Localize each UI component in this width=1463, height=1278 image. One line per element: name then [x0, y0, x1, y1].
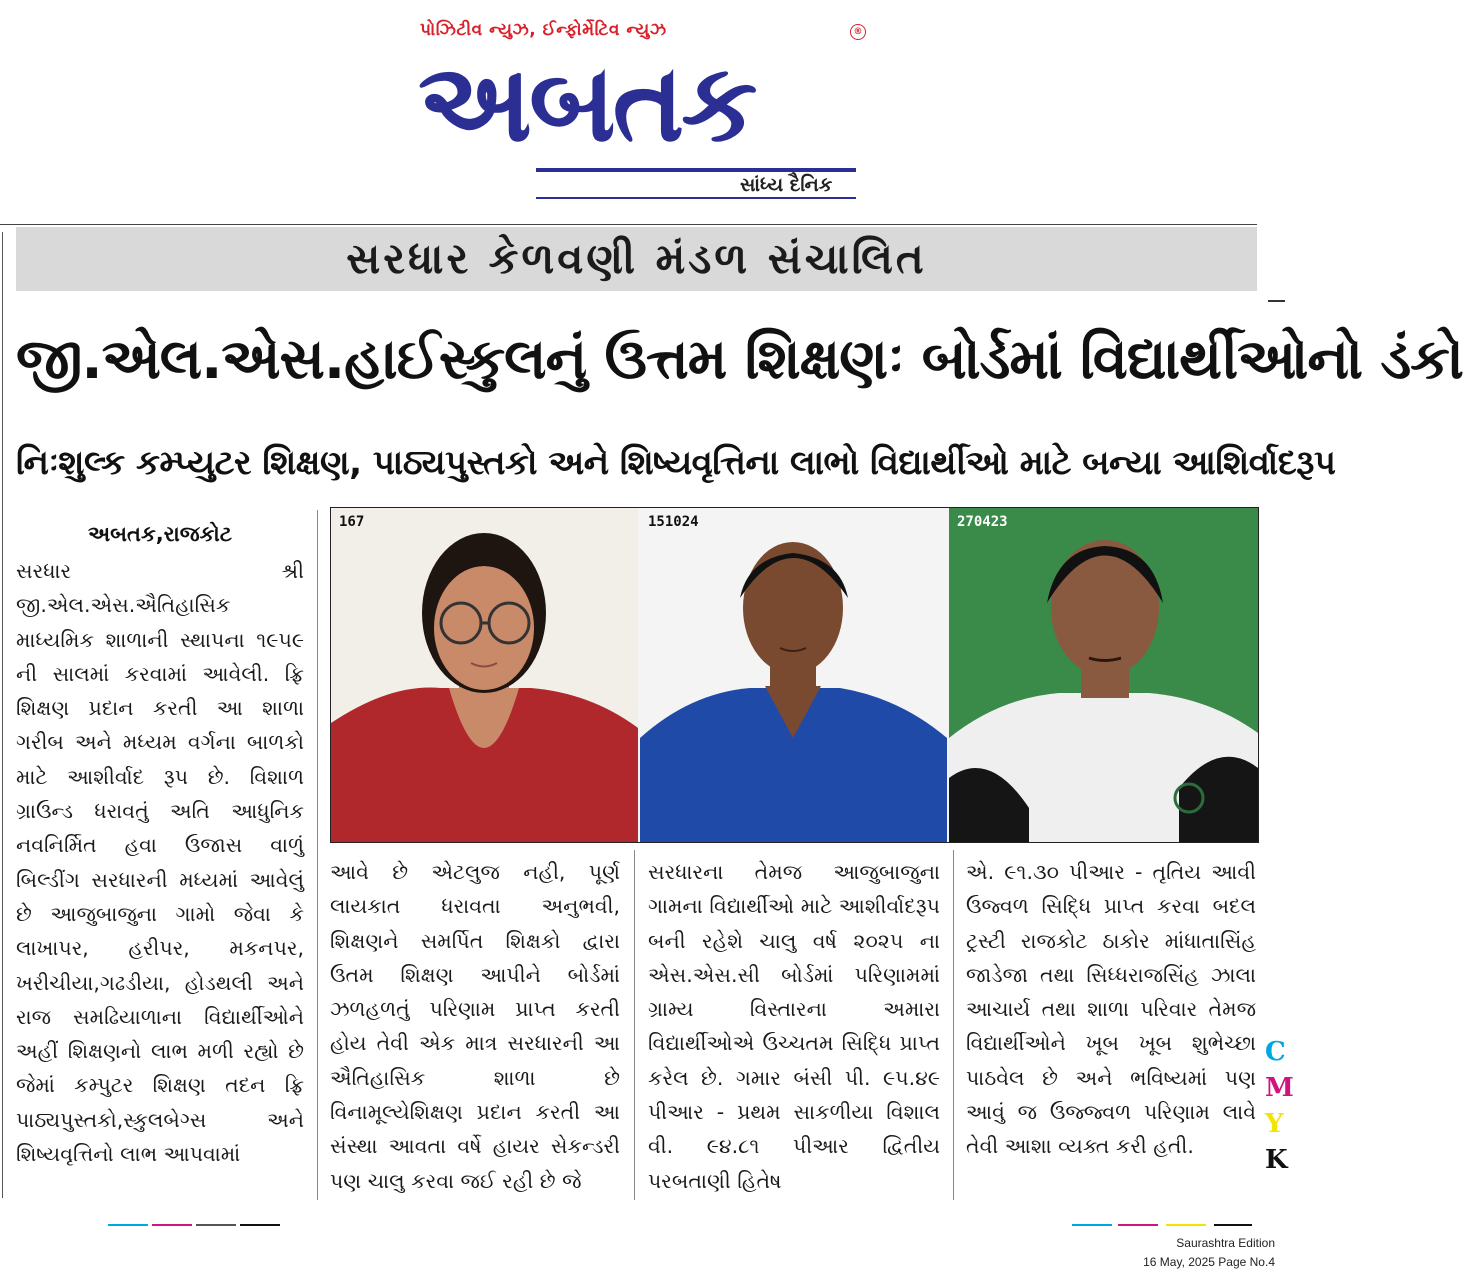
registration-bar	[1166, 1224, 1206, 1226]
registration-bar	[1072, 1224, 1112, 1226]
student-portrait-icon	[331, 508, 638, 842]
cmyk-mark-black: K	[1265, 1145, 1288, 1175]
masthead-tagline: પોઝિટીવ ન્યુઝ, ઈન્ફોર્મેટિવ ન્યુઝ	[420, 20, 667, 40]
column-divider	[634, 850, 635, 1200]
registered-mark: ®	[850, 24, 866, 40]
student-photo-1	[331, 508, 638, 842]
article-kicker: સરધાર કેળવણી મંડળ સંચાલિત	[16, 227, 1257, 291]
registration-bar	[240, 1224, 280, 1226]
photo-number: 270423	[957, 514, 1008, 530]
student-portrait-icon	[949, 508, 1258, 842]
cmyk-mark-cyan: C	[1265, 1037, 1286, 1067]
article-column-2: આવે છે એટલુજ નહી, પૂર્ણ લાયકાત ધરાવતા અનુભવી, શિક્ષણને સમર્પિત શિક્ષકો દ્વારા ઉતમ શિક્ષણ આપીને બોર્ડમાં ઝળહળતું પરિણામ પ્રાપ્ત કરતી હોય તેવી એક માત્ર સરધારની આ ઐતિહાસિક શાળા છે વિનામૂલ્યેશિક્ષણ પ્રદાન કરતી આ સંસ્થા આવતા વર્ષે હાયર સેકન્ડરી પણ ચાલુ કરવા જઈ રહી છે જે	[330, 860, 620, 1193]
left-border-rule	[2, 232, 3, 1198]
registration-bar	[1118, 1224, 1158, 1226]
footer-edition: Saurashtra Edition	[1176, 1236, 1275, 1250]
student-photo-2	[640, 508, 947, 842]
logo-underline	[536, 168, 856, 172]
photo-number: 167	[339, 514, 365, 530]
column-divider	[953, 850, 954, 1200]
article-column-4: એ. ૯૧.૩૦ પીઆર - તૃતિય આવી ઉજ્વળ સિદ્ધિ પ્રાપ્ત કરવા બદલ ટ્રસ્ટી રાજકોટ ઠાકોર માંધાતાસિંહ જાડેજા તથા સિધ્ધરાજસિંહ ઝાલા આચાર્ય તથા શાળા પરિવાર તેમજ વિદ્યાર્થીઓને ખૂબ ખૂબ શુભેચ્છા પાઠવેલ છે અને ભવિષ્યમાં પણ આવું જ ઉજ્જ્વળ પરિણામ લાવે તેવી આશા વ્યક્ત કરી હતી.	[966, 860, 1256, 1159]
footer-date-page: 16 May, 2025 Page No.4	[1143, 1255, 1275, 1269]
masthead-subtitle: સાંધ્ય દૈનિક	[740, 174, 833, 196]
registration-bar	[1214, 1224, 1252, 1226]
logo-underline-secondary	[536, 197, 856, 199]
top-divider	[0, 224, 1257, 225]
student-portrait-icon	[640, 508, 947, 842]
article-column-1: સરધાર શ્રી જી.એલ.એસ.ઐતિહાસિક માધ્યમિક શાળાની સ્થાપના ૧૯૫૯ ની સાલમાં કરવામાં આવેલી. ફ્રિ શિક્ષણ પ્રદાન કરતી આ શાળા ગરીબ અને મધ્યમ વર્ગના બાળકો માટે આશીર્વાદ રૂપ છે. વિશાળ ગ્રાઉન્ડ ધરાવતું અતિ આધુનિક નવનિર્મિત હવા ઉજાસ વાળું બિલ્ડીંગ સરધારની મધ્યમાં આવેલું છે આજુબાજુના ગામો જેવા કે લાખાપર, હરીપર, મકનપર, ખરીચીયા,ગઢડીયા, હોડથલી અને રાજ સમઢિયાળાના વિદ્યાર્થીઓને અહીં શિક્ષણનો લાભ મળી રહ્યો છે જેમાં કમ્પુટર શિક્ષણ તદન ફ્રિ પાઠ્યપુસ્તકો,સ્કુલબેગ્સ અને શિષ્યવૃત્તિનો લાભ આપવામાં	[16, 559, 304, 1167]
column-divider	[317, 510, 318, 1200]
cmyk-mark-yellow: Y	[1265, 1109, 1284, 1139]
registration-bar	[108, 1224, 148, 1226]
student-photo-3	[949, 508, 1258, 842]
article-column-3: સરધારના તેમજ આજુબાજુના ગામના વિદ્યાર્થીઓ માટે આશીર્વાદરૂપ બની રહેશે ચાલુ વર્ષ ૨૦૨૫ ના એસ.એસ.સી બોર્ડમાં પરિણામમાં ગ્રામ્ય વિસ્તારના અમારા વિદ્યાર્થીઓએ ઉચ્ચતમ સિદ્ધિ પ્રાપ્ત કરેલ છે. ગમાર બંસી પી. ૯૫.૪૯ પીઆર - પ્રથમ સાકળીયા વિશાલ વી. ૯૪.૮૧ પીઆર દ્વિતીય પરબતાણી હિતેષ	[648, 860, 940, 1193]
newspaper-logo: અબતક	[418, 41, 755, 166]
registration-bar	[152, 1224, 192, 1226]
cmyk-mark-magenta: M	[1265, 1073, 1294, 1103]
registration-bar	[196, 1224, 236, 1226]
article-headline: જી.એલ.એસ.હાઈસ્કુલનું ઉત્તમ શિક્ષણઃ બોર્ડમાં વિદ્યાર્થીઓનો ડંકો	[16, 327, 1463, 392]
masthead	[0, 0, 1285, 215]
article-dateline: અબતક,રાજકોટ	[88, 522, 232, 546]
article-subheadline: નિઃશુલ્ક કમ્પ્યુટર શિક્ષણ, પાઠ્યપુસ્તકો અને શિષ્યવૃત્તિના લાભો વિદ્યાર્થીઓ માટે બન્યા આશિર્વાદરૂપ	[16, 443, 1336, 483]
margin-mark	[1268, 300, 1285, 302]
photo-number: 151024	[648, 514, 699, 530]
student-photos	[330, 507, 1259, 843]
